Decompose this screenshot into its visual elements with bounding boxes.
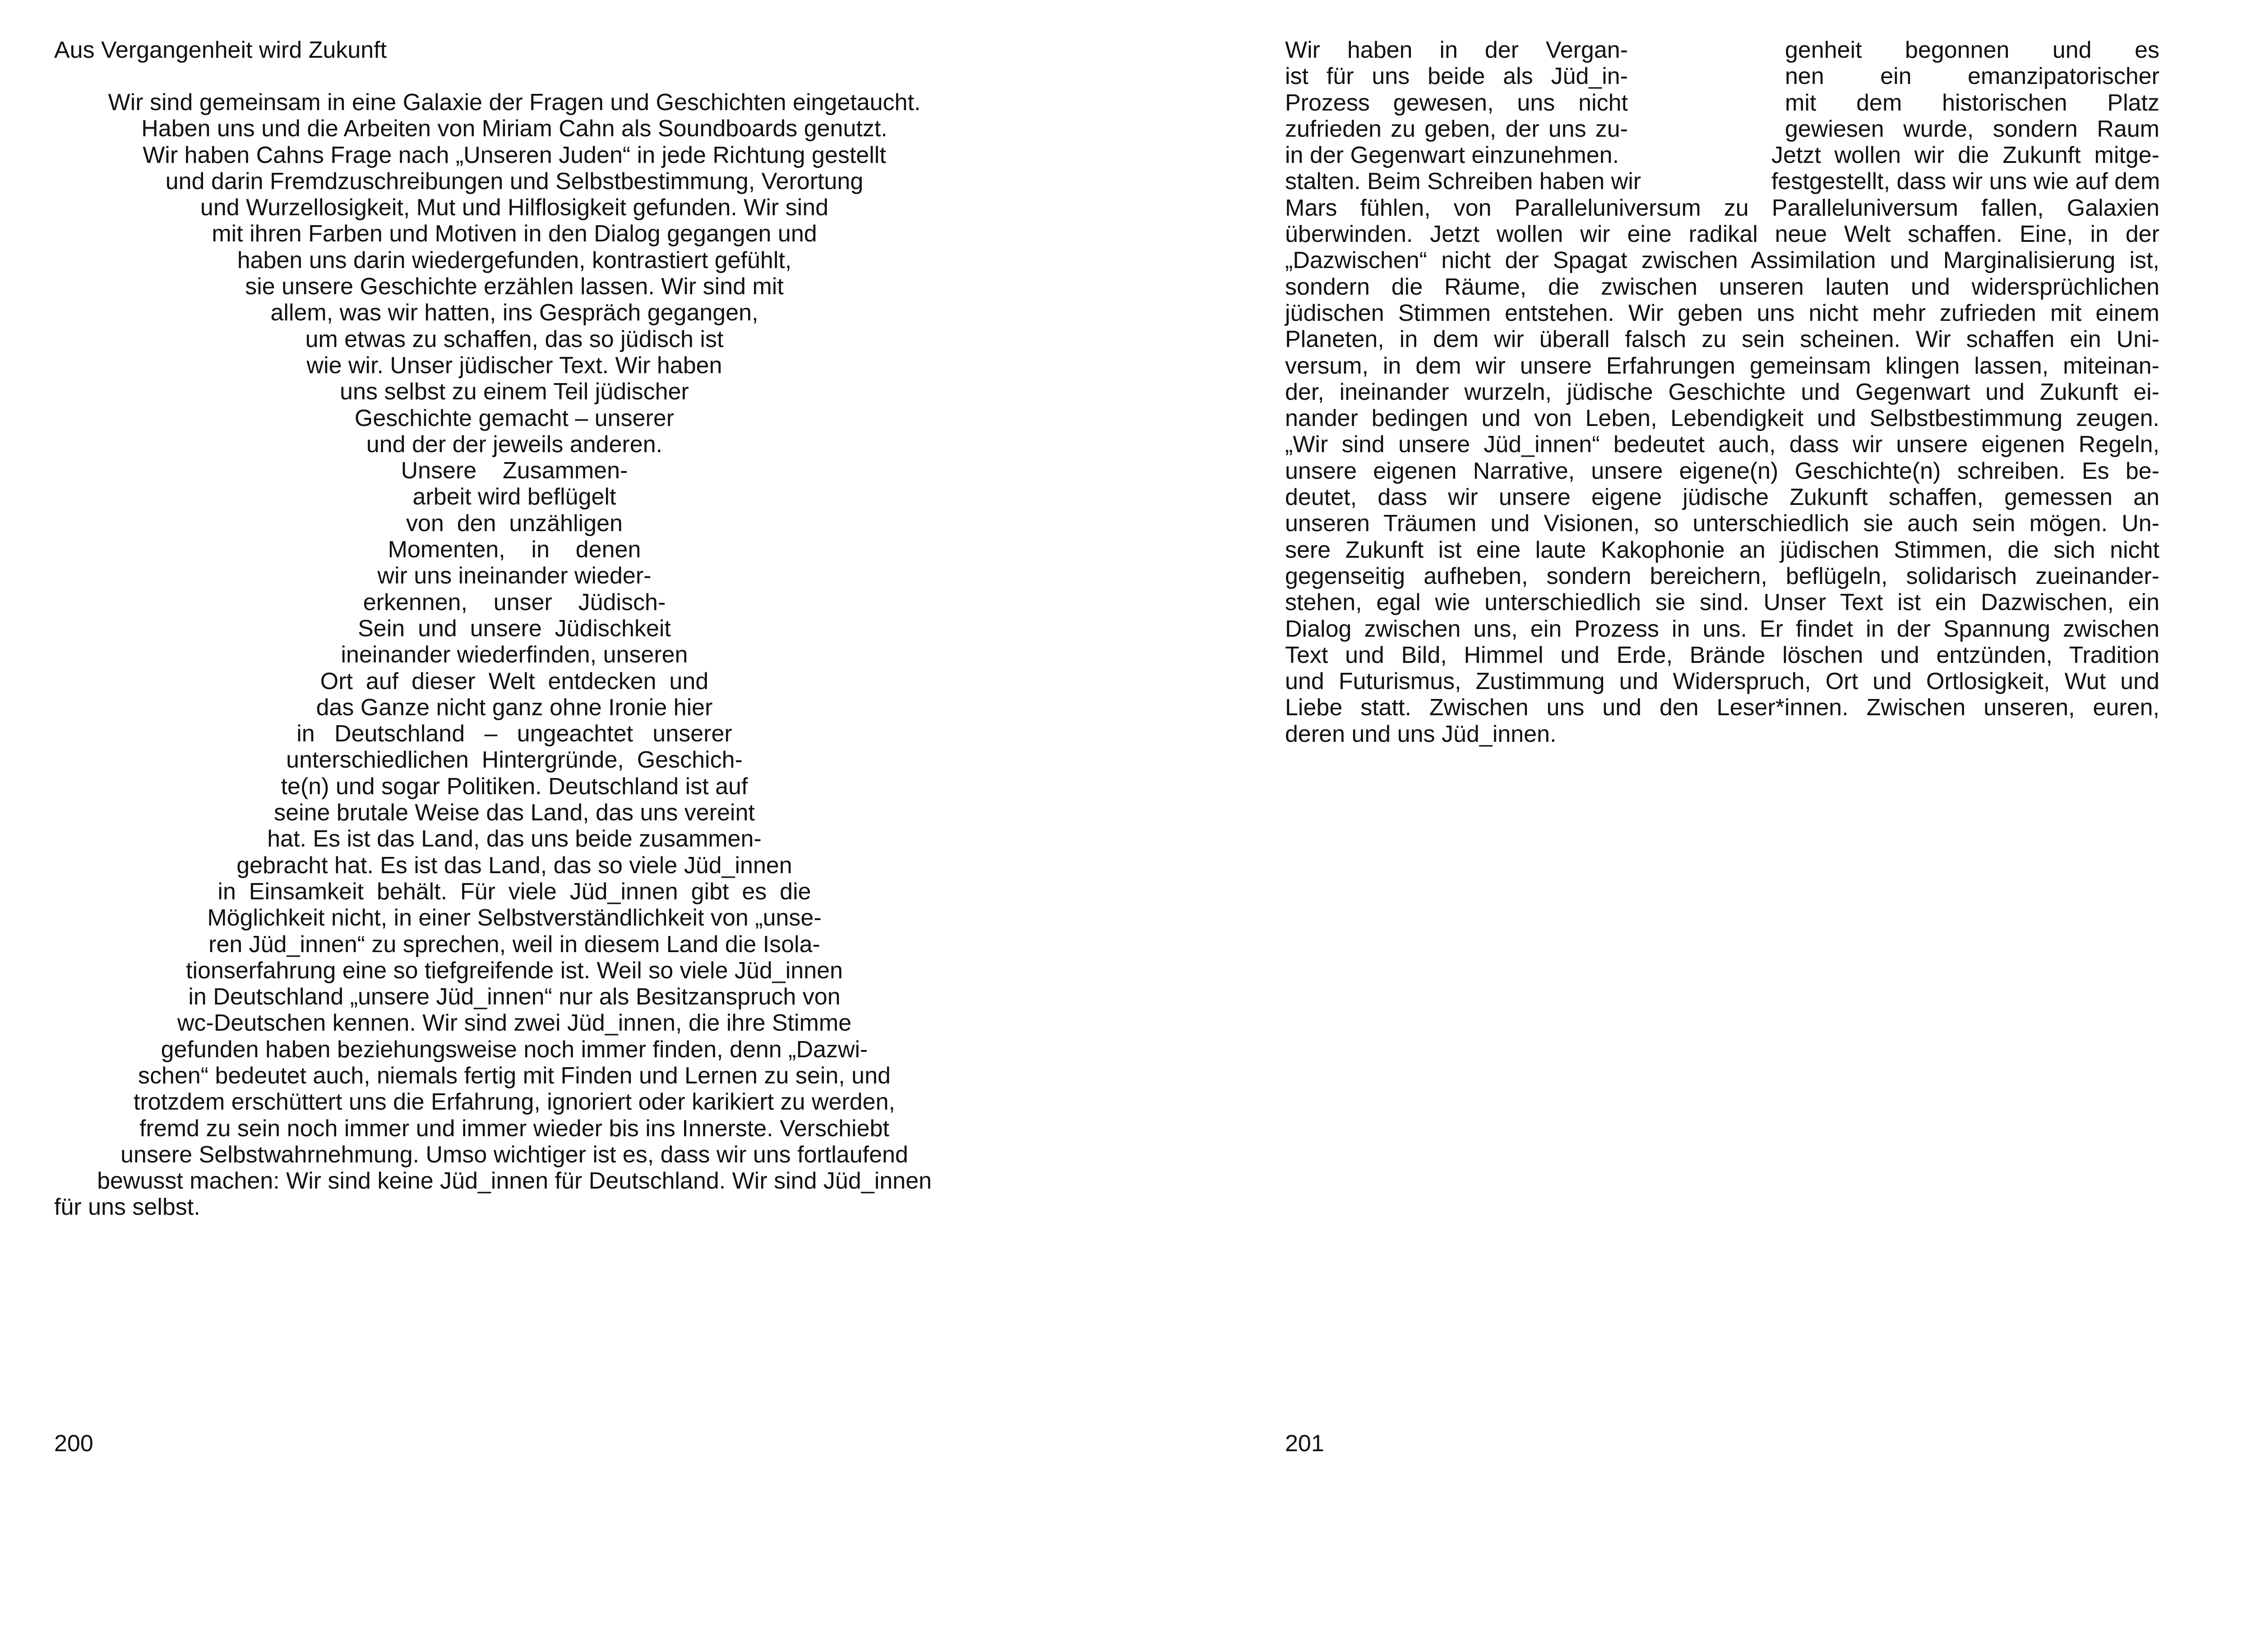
text-line: ren Jüd_innen“ zu sprechen, weil in diesem Land die Isola-: [208, 931, 820, 958]
text-segment-left: stalten. Beim Schreiben haben wir: [1285, 168, 1641, 195]
text-line: uns selbst zu einem Teil jüdischer: [340, 379, 689, 405]
text-line: unterschiedlichen Hintergründe, Geschich-: [286, 747, 743, 773]
text-line: deren und uns Jüd_innen.: [1285, 721, 1557, 747]
text-line: überwinden. Jetzt wollen wir eine radikal neue Welt schaffen. Eine, in der: [1285, 221, 2159, 248]
text-segment-left: ist für uns beide als Jüd_in-: [1285, 63, 1628, 90]
text-line: mit ihren Farben und Motiven in den Dialog gegangen und: [212, 221, 817, 247]
split-text-line: [1285, 116, 2159, 142]
text-line: gebracht hat. Es ist das Land, das so viele Jüd_innen: [236, 852, 792, 879]
text-line: sere Zukunft ist eine laute Kakophonie an jüdischen Stimmen, die sich nicht: [1285, 537, 2159, 563]
text-line: arbeit wird beflügelt: [412, 484, 616, 510]
text-line: und Futurismus, Zustimmung und Widerspruch, Ort und Ortlosigkeit, Wut und: [1285, 668, 2159, 695]
text-line: sondern die Räume, die zwischen unseren lauten und widersprüchlichen: [1285, 273, 2159, 300]
text-line: der, ineinander wurzeln, jüdische Geschichte und Gegenwart und Zukunft ei-: [1285, 379, 2159, 405]
text-line: Wir sind gemeinsam in eine Galaxie der Fragen und Geschichten eingetaucht.: [108, 89, 921, 116]
text-line: Haben uns und die Arbeiten von Miriam Cahn als Soundboards genutzt.: [141, 116, 888, 142]
text-line: Text und Bild, Himmel und Erde, Brände löschen und entzünden, Tradition: [1285, 642, 2159, 668]
text-line: Wir haben Cahns Frage nach „Unseren Juden“ in jede Richtung gestellt: [143, 142, 886, 168]
text-line: wc-Deutschen kennen. Wir sind zwei Jüd_innen, die ihre Stimme: [177, 1010, 852, 1037]
text-line: und der der jeweils anderen.: [366, 431, 663, 458]
text-line: Geschichte gemacht – unserer: [354, 405, 675, 431]
text-line: fremd zu sein noch immer und immer wieder bis ins Innerste. Verschiebt: [139, 1115, 889, 1142]
text-line: Sein und unsere Jüdischkeit: [358, 615, 671, 642]
text-line: Mars fühlen, von Paralleluniversum zu Paralleluniversum fallen, Galaxien: [1285, 194, 2159, 221]
text-segment-left: Wir haben in der Vergan-: [1285, 37, 1628, 63]
text-line: trotzdem erschüttert uns die Erfahrung, ignoriert oder karikiert zu werden,: [134, 1089, 895, 1115]
text-line: in Einsamkeit behält. Für viele Jüd_innen gibt es die: [217, 878, 811, 905]
text-line: Möglichkeit nicht, in einer Selbstverständlichkeit von „unse-: [207, 905, 822, 931]
text-line: versum, in dem wir unsere Erfahrungen gemeinsam klingen lassen, miteinan-: [1285, 352, 2159, 379]
text-line: Liebe statt. Zwischen uns und den Leser*innen. Zwischen unseren, euren,: [1285, 694, 2159, 721]
text-line: deutet, dass wir unsere eigene jüdische Zukunft schaffen, gemessen an: [1285, 484, 2159, 511]
section-title: Aus Vergangenheit wird Zukunft: [54, 37, 387, 63]
text-line: Momenten, in denen: [388, 537, 641, 563]
text-segment-left: Prozess gewesen, uns nicht: [1285, 89, 1628, 116]
text-line: erkennen, unser Jüdisch-: [363, 589, 666, 615]
text-line: von den unzähligen: [406, 510, 623, 537]
text-line: Unsere Zusammen-: [401, 458, 628, 484]
text-line: seine brutale Weise das Land, das uns vereint: [274, 800, 755, 826]
text-line: wir uns ineinander wieder-: [377, 563, 652, 589]
text-line: sie unsere Geschichte erzählen lassen. Wir sind mit: [245, 273, 784, 300]
split-text-line: [1285, 63, 2159, 89]
text-segment-right: mit dem historischen Platz: [1785, 89, 2159, 116]
text-line: hat. Es ist das Land, das uns beide zusammen-: [267, 826, 762, 852]
text-line: stehen, egal wie unterschiedlich sie sind. Unser Text ist ein Dazwischen, ein: [1285, 589, 2159, 616]
split-text-line: [1285, 142, 2159, 168]
text-line: unsere Selbstwahrnehmung. Umso wichtiger ist es, dass wir uns fortlaufend: [120, 1141, 908, 1168]
split-text-line: [1285, 168, 2159, 194]
text-segment-right: nen ein emanzipatorischer: [1785, 63, 2159, 90]
text-line: „Dazwischen“ nicht der Spagat zwischen Assimilation und Marginalisierung ist,: [1285, 247, 2159, 274]
text-line: in Deutschland – ungeachtet unserer: [296, 721, 732, 747]
text-line: und Wurzellosigkeit, Mut und Hilflosigkeit gefunden. Wir sind: [200, 194, 829, 221]
text-line: unseren Träumen und Visionen, so unterschiedlich sie auch sein mögen. Un-: [1285, 510, 2159, 537]
text-line: nander bedingen und von Leben, Lebendigkeit und Selbstbestimmung zeugen.: [1285, 405, 2159, 432]
page-number-right: 201: [1285, 1430, 1324, 1457]
text-line: schen“ bedeutet auch, niemals fertig mit Finden und Lernen zu sein, und: [138, 1062, 891, 1089]
page-number-left: 200: [54, 1430, 93, 1457]
text-segment-right: gewiesen wurde, sondern Raum: [1785, 116, 2159, 142]
right-page-body-text: [1285, 37, 2159, 747]
text-line: ineinander wiederfinden, unseren: [341, 642, 688, 668]
text-line: te(n) und sogar Politiken. Deutschland ist auf: [281, 773, 748, 800]
text-segment-right: festgestellt, dass wir uns wie auf dem: [1771, 168, 2160, 195]
text-line: bewusst machen: Wir sind keine Jüd_innen für Deutschland. Wir sind Jüd_innen: [97, 1168, 932, 1194]
text-line: jüdischen Stimmen entstehen. Wir geben uns nicht mehr zufrieden mit einem: [1285, 300, 2159, 326]
text-line: Dialog zwischen uns, ein Prozess in uns. Er findet in der Spannung zwischen: [1285, 615, 2159, 642]
text-line: Ort auf dieser Welt entdecken und: [320, 668, 709, 694]
right-page: [1172, 0, 2256, 1652]
text-segment-right: genheit begonnen und es: [1785, 37, 2159, 63]
split-text-line: [1285, 90, 2159, 116]
text-line: unsere eigenen Narrative, unsere eigene(n) Geschichte(n) schreiben. Es be-: [1285, 458, 2159, 484]
text-segment-left: in der Gegenwart einzunehmen.: [1285, 142, 1619, 169]
text-line: Planeten, in dem wir überall falsch zu sein scheinen. Wir schaffen ein Uni-: [1285, 326, 2159, 353]
split-text-line: [1285, 37, 2159, 63]
text-line: haben uns darin wiedergefunden, kontrastiert gefühlt,: [237, 247, 792, 273]
text-line: tionserfahrung eine so tiefgreifende ist. Weil so viele Jüd_innen: [186, 957, 843, 984]
left-page-shaped-text: [54, 89, 975, 1221]
text-line: um etwas zu schaffen, das so jüdisch ist: [305, 326, 724, 352]
text-line: gegenseitig aufheben, sondern bereichern, beflügeln, solidarisch zueinander-: [1285, 563, 2159, 589]
text-line: allem, was wir hatten, ins Gespräch gegangen,: [270, 300, 758, 326]
text-line: für uns selbst.: [54, 1194, 200, 1221]
text-line: in Deutschland „unsere Jüd_innen“ nur als Besitzanspruch von: [188, 984, 841, 1010]
text-line: „Wir sind unsere Jüd_innen“ bedeutet auch, dass wir unsere eigenen Regeln,: [1285, 431, 2159, 458]
text-line: gefunden haben beziehungsweise noch immer finden, denn „Dazwi-: [161, 1036, 868, 1063]
text-segment-left: zufrieden zu geben, der uns zu-: [1285, 116, 1628, 142]
text-line: und darin Fremdzuschreibungen und Selbstbestimmung, Verortung: [165, 168, 864, 194]
text-line: das Ganze nicht ganz ohne Ironie hier: [316, 694, 713, 721]
text-segment-right: Jetzt wollen wir die Zukunft mitge-: [1771, 142, 2159, 169]
text-line: wie wir. Unser jüdischer Text. Wir haben: [306, 352, 722, 379]
